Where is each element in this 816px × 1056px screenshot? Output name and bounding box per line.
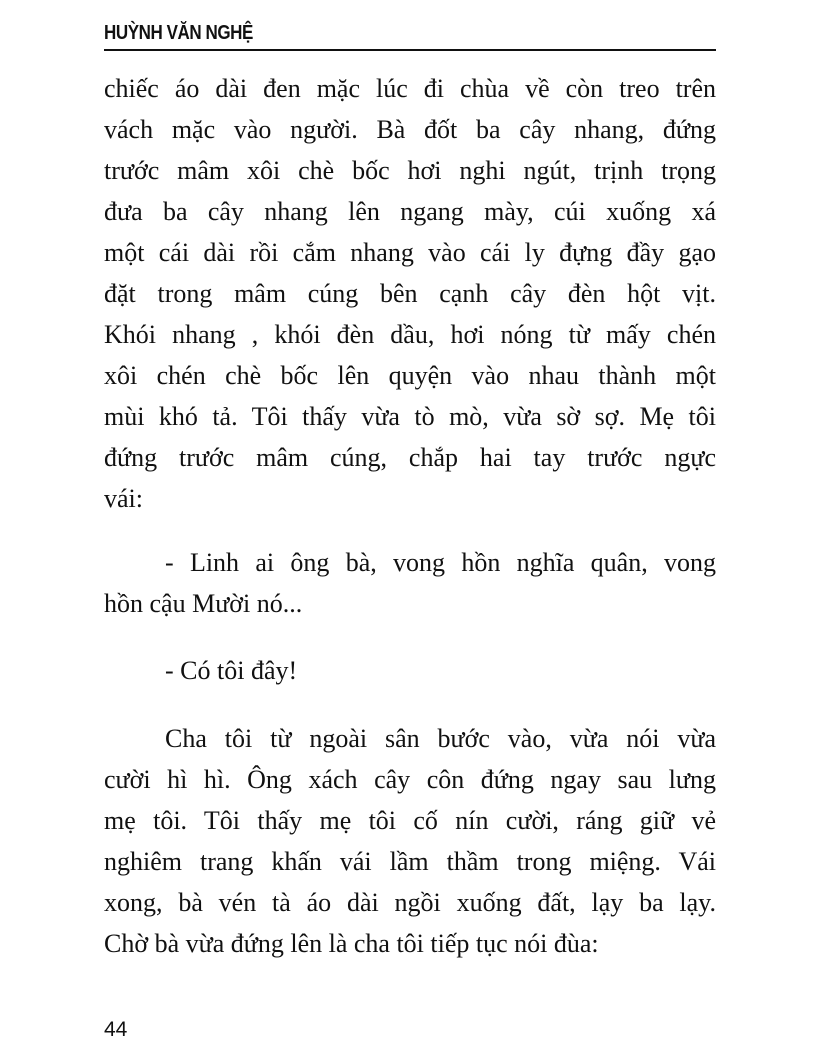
header-rule: [104, 49, 716, 51]
text-line: đứng trước mâm cúng, chắp hai tay trước ngực: [104, 443, 716, 472]
text-line: nghiêm trang khấn vái lầm thầm trong miệng. Vái: [104, 847, 716, 876]
text-line: - Có tôi đây!: [165, 656, 298, 685]
text-line: hồn cậu Mười nó...: [104, 589, 303, 618]
text-line: chiếc áo dài đen mặc lúc đi chùa về còn treo trên: [104, 74, 716, 103]
page-number: 44: [104, 1018, 128, 1041]
text-line: vái:: [104, 484, 143, 513]
text-line: xôi chén chè bốc lên quyện vào nhau thành một: [104, 361, 716, 390]
text-line: Cha tôi từ ngoài sân bước vào, vừa nói vừa: [165, 724, 716, 753]
text-line: mẹ tôi. Tôi thấy mẹ tôi cố nín cười, ráng giữ vẻ: [104, 806, 716, 835]
text-line: Khói nhang , khói đèn dầu, hơi nóng từ mấy chén: [104, 320, 716, 349]
text-line: một cái dài rồi cắm nhang vào cái ly đựng đầy gạo: [104, 238, 716, 267]
text-line: mùi khó tả. Tôi thấy vừa tò mò, vừa sờ sợ. Mẹ tôi: [104, 402, 716, 431]
text-line: xong, bà vén tà áo dài ngồi xuống đất, lạy ba lạy.: [104, 888, 716, 917]
text-line: - Linh ai ông bà, vong hồn nghĩa quân, vong: [165, 548, 716, 577]
running-header: HUỲNH VĂN NGHỆ: [104, 22, 253, 44]
text-line: đặt trong mâm cúng bên cạnh cây đèn hột vịt.: [104, 279, 716, 308]
text-line: đưa ba cây nhang lên ngang mày, cúi xuống xá: [104, 197, 716, 226]
text-line: trước mâm xôi chè bốc hơi nghi ngút, trịnh trọng: [104, 156, 716, 185]
text-line: vách mặc vào người. Bà đốt ba cây nhang, đứng: [104, 115, 716, 144]
text-line: Chờ bà vừa đứng lên là cha tôi tiếp tục nói đùa:: [104, 929, 599, 958]
text-line: cười hì hì. Ông xách cây côn đứng ngay sau lưng: [104, 765, 716, 794]
